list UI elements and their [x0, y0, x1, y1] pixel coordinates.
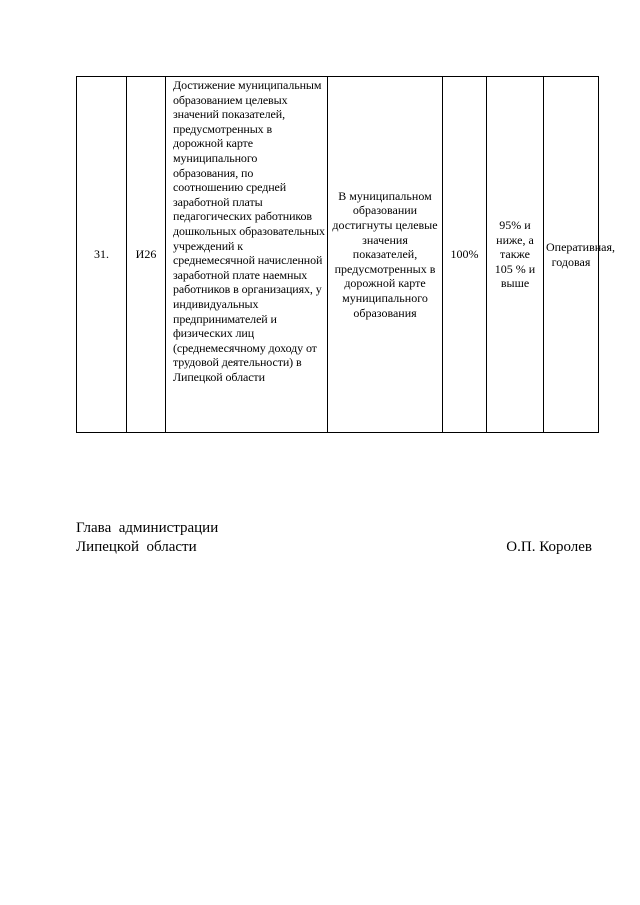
row-number: 31.	[77, 77, 127, 433]
signatory-position-line2: Липецкой области	[76, 539, 197, 555]
table-row	[77, 77, 599, 433]
indicator-result: В муниципальном образовании достигнуты целевые значения показателей, предусмотренных в дорожной карте муниципального образования	[328, 77, 443, 433]
signature-row-2	[76, 538, 592, 557]
signatory-name: О.П. Королев	[506, 539, 592, 555]
indicator-period: Оперативная, годовая	[544, 77, 599, 433]
indicator-value: 100%	[443, 77, 487, 433]
signatory-position-line1: Глава администрации	[76, 520, 219, 536]
indicator-table	[76, 76, 616, 433]
signature-block	[76, 519, 592, 557]
indicator-code: И26	[127, 77, 166, 433]
indicator-norm: 95% и ниже, а также 105 % и выше	[487, 77, 544, 433]
signature-row-1	[76, 519, 592, 538]
indicator-description: Достижение муниципальным образованием целевых значений показателей, предусмотренных в дорожной карте муниципального образования, по соотношению средней заработной платы педагогических работников дошкольных образовательных учреждений к среднемесячной начисленной заработной плате наемных работников в организациях, у индивидуальных предпринимателей и физических лиц (среднемесячному доходу от трудовой деятельности) в Липецкой области	[166, 77, 328, 433]
